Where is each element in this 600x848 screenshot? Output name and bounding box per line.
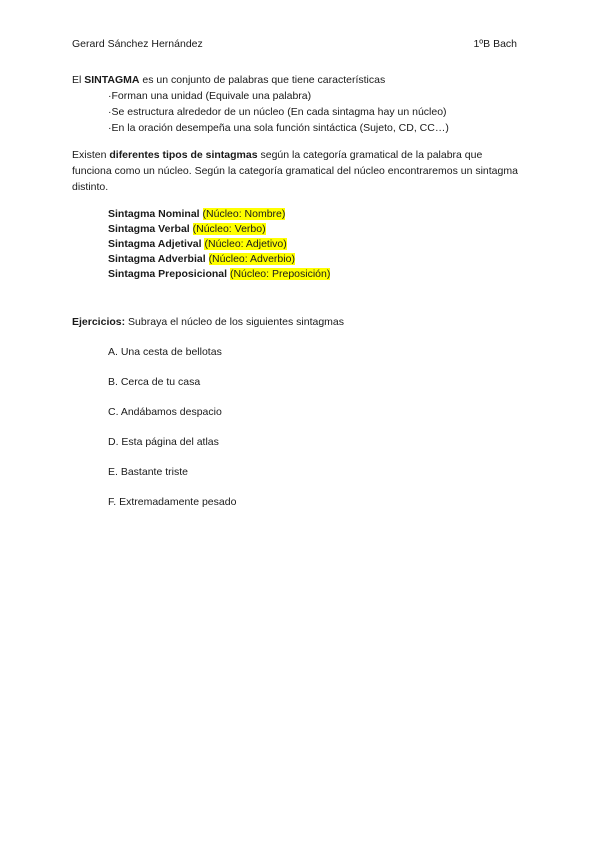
exercise-item: D. Esta página del atlas — [108, 436, 219, 448]
course-label: 1ºB Bach — [473, 38, 517, 50]
intro-bullet: ·Forman una unidad (Equivale una palabra) — [108, 90, 312, 102]
type-row-preposicional — [108, 267, 330, 282]
author-name: Gerard Sánchez Hernández — [72, 38, 203, 50]
type-nucleus: (Núcleo: Preposición) — [229, 268, 331, 280]
type-nucleus: (Núcleo: Verbo) — [192, 223, 266, 235]
types-list — [108, 207, 330, 282]
type-name: Sintagma Preposicional — [108, 268, 228, 280]
intro-bullet: ·Se estructura alrededor de un núcleo (En cada sintagma hay un núcleo) — [108, 106, 447, 118]
exercise-item: A. Una cesta de bellotas — [108, 346, 222, 358]
exercises-title: Ejercicios: — [72, 316, 126, 328]
types-bold: diferentes tipos de sintagmas — [109, 149, 258, 161]
type-row-adjetival — [108, 237, 330, 252]
exercise-item: C. Andábamos despacio — [108, 406, 222, 418]
intro-rest: es un conjunto de palabras que tiene características — [142, 74, 386, 86]
intro-bullet: ·En la oración desempeña una sola función sintáctica (Sujeto, CD, CC…) — [108, 122, 449, 134]
intro-section — [72, 72, 542, 136]
exercise-list — [108, 344, 236, 524]
page-header — [72, 38, 517, 50]
intro-lead: El — [72, 74, 82, 86]
exercises-heading — [72, 314, 344, 330]
type-name: Sintagma Adjetival — [108, 238, 202, 250]
exercise-item: B. Cerca de tu casa — [108, 376, 201, 388]
type-row-verbal — [108, 222, 330, 237]
intro-sentence — [72, 72, 542, 88]
exercise-item: E. Bastante triste — [108, 466, 188, 478]
types-rest: según la categoría gramatical de la palabra que funciona como un núcleo. Según la categoría gramatical del núcleo encontraremos un sintagma distinto. — [72, 149, 518, 193]
intro-term: SINTAGMA — [84, 74, 140, 86]
type-name: Sintagma Adverbial — [108, 253, 206, 265]
type-name: Sintagma Verbal — [108, 223, 190, 235]
type-nucleus: (Núcleo: Adverbio) — [208, 253, 295, 265]
type-row-nominal — [108, 207, 330, 222]
type-nucleus: (Núcleo: Adjetivo) — [204, 238, 287, 250]
types-lead: Existen — [72, 149, 107, 161]
intro-bullets — [72, 88, 542, 136]
types-paragraph — [72, 147, 522, 195]
type-name: Sintagma Nominal — [108, 208, 200, 220]
exercises-instruction: Subraya el núcleo de los siguientes sintagmas — [128, 316, 345, 328]
type-row-adverbial — [108, 252, 330, 267]
type-nucleus: (Núcleo: Nombre) — [202, 208, 286, 220]
exercise-item: F. Extremadamente pesado — [108, 496, 237, 508]
